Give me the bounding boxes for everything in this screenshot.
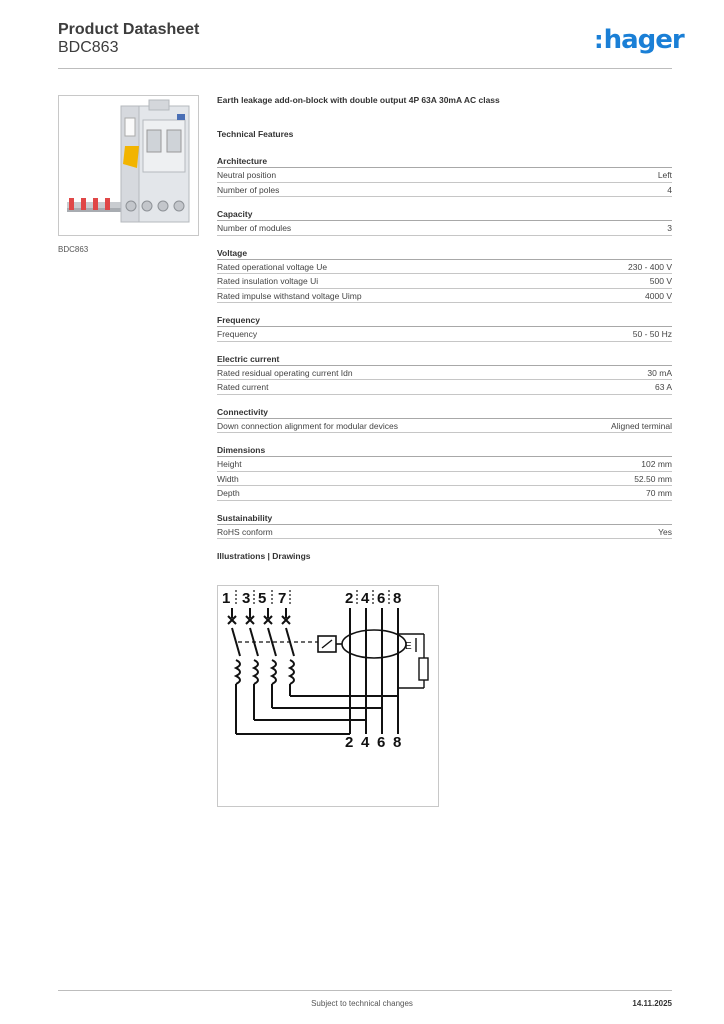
product-code: BDC863 [58,39,119,56]
terminal-label: 7 [278,590,287,607]
hager-logo [594,25,684,55]
spec-value: 4000 V [645,290,672,301]
spec-value: 50 - 50 Hz [632,329,672,339]
spec-row [217,472,672,487]
section-title: Connectivity [217,407,672,419]
section-voltage [217,248,672,304]
spec-row [217,289,672,304]
terminal-label: 4 [361,734,370,751]
terminal-label: 6 [377,734,386,751]
logo-dots-icon: : [594,26,603,54]
section-sustainability [217,513,672,540]
spec-value: 500 V [649,276,672,286]
terminal-label: 8 [393,734,402,751]
product-headline: Earth leakage add-on-block with double output 4P 63A 30mA AC class [217,95,500,105]
spec-value: 63 A [654,382,672,392]
terminal-label: 2 [345,734,354,751]
section-title: Sustainability [217,513,672,525]
section-frequency [217,315,672,342]
logo-text: hager [603,25,684,55]
spec-label: Frequency [217,329,258,339]
section-connectivity [217,407,672,434]
terminal-label: 3 [242,590,251,607]
section-title: Capacity [217,209,672,221]
terminal-label: 1 [222,590,231,607]
spec-value: 52.50 mm [634,473,672,484]
footer-divider [58,990,672,991]
terminal-label: 8 [393,590,402,607]
content-column [217,95,672,561]
wiring-schematic-icon [218,586,438,806]
terminal-label: 5 [258,590,267,607]
spec-value: 3 [667,223,672,233]
spec-label: Number of modules [217,223,292,233]
section-capacity [217,209,672,236]
section-dimensions [217,445,672,501]
terminal-label: 4 [361,590,370,607]
wiring-diagram [217,585,439,807]
spec-row [217,327,672,342]
spec-label: Rated operational voltage Ue [217,261,328,272]
spec-row [217,366,672,381]
spec-row [217,380,672,395]
terminal-label: 6 [377,590,386,607]
spec-row [217,221,672,236]
spec-label: Width [217,473,239,484]
spec-row [217,274,672,289]
spec-row [217,183,672,198]
section-title: Frequency [217,315,672,327]
section-title: Electric current [217,354,672,366]
footer-note: Subject to technical changes [311,999,413,1008]
spec-value: 230 - 400 V [628,261,672,272]
spec-row [217,168,672,183]
section-architecture [217,156,672,197]
page-title: Product Datasheet [58,21,200,38]
terminal-label: 2 [345,590,354,607]
spec-value: Yes [658,526,672,537]
spec-row [217,419,672,434]
spec-label: Rated residual operating current Idn [217,367,353,378]
spec-value: 70 mm [646,488,672,498]
test-label: E [405,641,412,652]
spec-label: Height [217,459,242,469]
spec-row [217,260,672,275]
illustrations-title: Illustrations | Drawings [217,551,311,561]
product-photo-icon [59,96,198,235]
spec-label: Number of poles [217,184,280,195]
spec-label: Rated impulse withstand voltage Uimp [217,290,362,301]
spec-row [217,457,672,472]
product-image [58,95,199,236]
spec-row [217,525,672,540]
spec-value: Aligned terminal [611,420,672,431]
spec-label: Rated insulation voltage Ui [217,276,319,286]
spec-label: Depth [217,488,240,498]
section-title: Dimensions [217,445,672,457]
section-title: Architecture [217,156,672,168]
spec-value: 30 mA [647,367,672,378]
image-caption: BDC863 [58,245,89,254]
spec-value: 4 [667,184,672,195]
section-title: Voltage [217,248,672,260]
spec-label: Neutral position [217,170,277,180]
spec-label: Down connection alignment for modular devices [217,420,398,431]
spec-label: Rated current [217,382,269,392]
spec-value: Left [657,170,672,180]
spec-label: RoHS conform [217,526,273,537]
technical-features-title: Technical Features [217,129,294,139]
footer-date: 14.11.2025 [632,999,672,1008]
spec-value: 102 mm [641,459,672,469]
header-divider [58,68,672,69]
spec-row [217,486,672,501]
section-electric-current [217,354,672,395]
